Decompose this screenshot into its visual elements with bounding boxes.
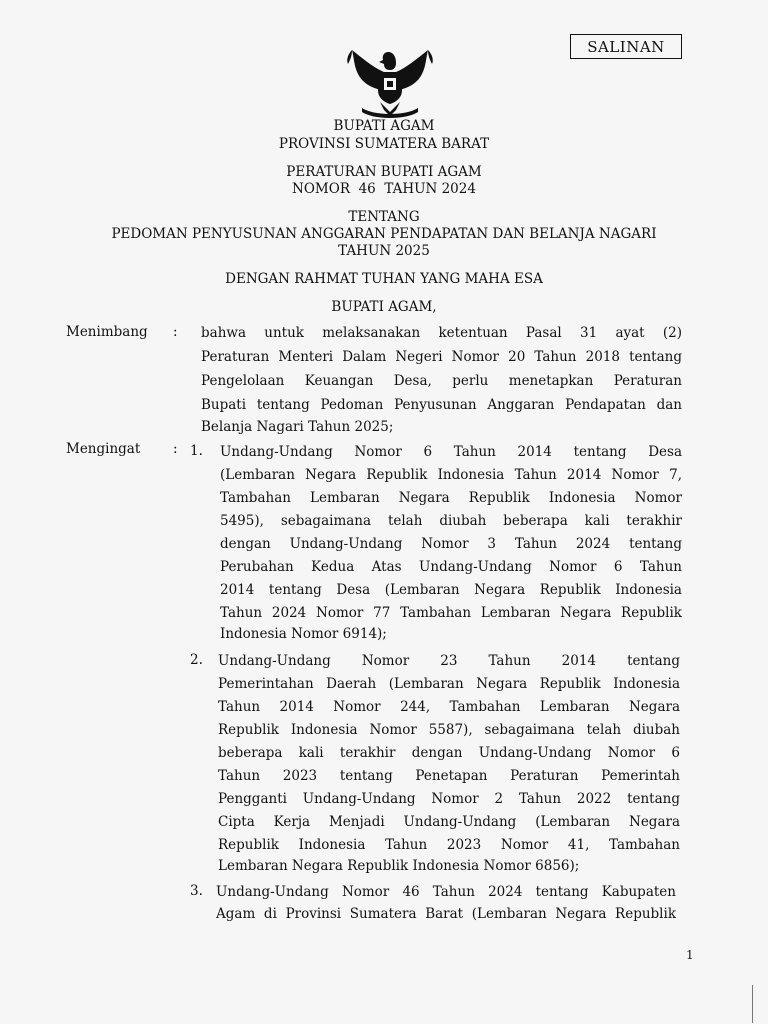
menimbang-line: bahwa untuk melaksanakan ketentuan Pasal 31 ayat (2) [201, 325, 682, 341]
subject-line-1: PEDOMAN PENYUSUNAN ANGGARAN PENDAPATAN DAN BELANJA NAGARI [111, 226, 657, 242]
garuda-emblem-icon [344, 46, 436, 122]
menimbang-line: Peraturan Menteri Dalam Negeri Nomor 20 Tahun 2018 tentang [201, 349, 682, 365]
list-item-line: Indonesia Nomor 6914); [220, 626, 387, 642]
province-title: PROVINSI SUMATERA BARAT [278, 136, 490, 152]
list-item-line: Undang-Undang Nomor 46 Tahun 2024 tentang Kabupaten [216, 884, 676, 900]
list-item-number: 1. [190, 443, 203, 459]
menimbang-line: Belanja Nagari Tahun 2025; [201, 419, 394, 435]
list-item-line: 5495), sebagaimana telah diubah beberapa kali terakhir [220, 513, 682, 529]
list-item-line: Undang-Undang Nomor 6 Tahun 2014 tentang Desa [220, 444, 682, 460]
menimbang-line: Bupati tentang Pedoman Penyusunan Anggaran Pendapatan dan [201, 397, 682, 413]
salinan-stamp: SALINAN [570, 34, 682, 59]
menimbang-line: Pengelolaan Keuangan Desa, perlu menetapkan Peraturan [201, 373, 682, 389]
list-item-line: Tahun 2014 Nomor 244, Tambahan Lembaran Negara [218, 699, 680, 715]
about-heading: TENTANG [348, 209, 420, 225]
list-item-number: 3. [190, 883, 203, 899]
page-number: 1 [686, 948, 694, 962]
scan-edge-divider [752, 985, 753, 1023]
mengingat-colon: : [173, 441, 178, 457]
list-item-line: (Lembaran Negara Republik Indonesia Tahun 2014 Nomor 7, [220, 467, 682, 483]
list-item-line: Republik Indonesia Nomor 5587), sebagaimana telah diubah [218, 722, 680, 738]
menimbang-colon: : [173, 324, 178, 340]
list-item-line: Undang-Undang Nomor 23 Tahun 2014 tentang [218, 653, 680, 669]
regulation-type: PERATURAN BUPATI AGAM [286, 164, 482, 180]
list-item-line: Pemerintahan Daerah (Lembaran Negara Republik Indonesia [218, 676, 680, 692]
office-title: BUPATI AGAM [333, 118, 435, 134]
mengingat-label: Mengingat [66, 441, 141, 457]
subject-line-2: TAHUN 2025 [338, 243, 430, 259]
list-item-line: dengan Undang-Undang Nomor 3 Tahun 2024 tentang [220, 536, 682, 552]
list-item-line: Republik Indonesia Tahun 2023 Nomor 41, Tambahan [218, 837, 680, 853]
menimbang-label: Menimbang [66, 324, 148, 340]
list-item-line: Lembaran Negara Republik Indonesia Nomor 6856); [218, 858, 580, 874]
issuer: BUPATI AGAM, [331, 299, 437, 315]
list-item-number: 2. [190, 652, 203, 668]
preamble: DENGAN RAHMAT TUHAN YANG MAHA ESA [225, 271, 543, 287]
list-item-line: Perubahan Kedua Atas Undang-Undang Nomor 6 Tahun [220, 559, 682, 575]
list-item-line: Agam di Provinsi Sumatera Barat (Lembaran Negara Republik [216, 906, 676, 922]
list-item-line: Cipta Kerja Menjadi Undang-Undang (Lembaran Negara [218, 814, 680, 830]
regulation-number: NOMOR 46 TAHUN 2024 [292, 181, 476, 197]
list-item-line: beberapa kali terakhir dengan Undang-Undang Nomor 6 [218, 745, 680, 761]
list-item-line: Tahun 2024 Nomor 77 Tambahan Lembaran Negara Republik [220, 605, 682, 621]
list-item-line: 2014 tentang Desa (Lembaran Negara Republik Indonesia [220, 582, 682, 598]
list-item-line: Tahun 2023 tentang Penetapan Peraturan Pemerintah [218, 768, 680, 784]
list-item-line: Tambahan Lembaran Negara Republik Indonesia Nomor [220, 490, 682, 506]
list-item-line: Pengganti Undang-Undang Nomor 2 Tahun 2022 tentang [218, 791, 680, 807]
